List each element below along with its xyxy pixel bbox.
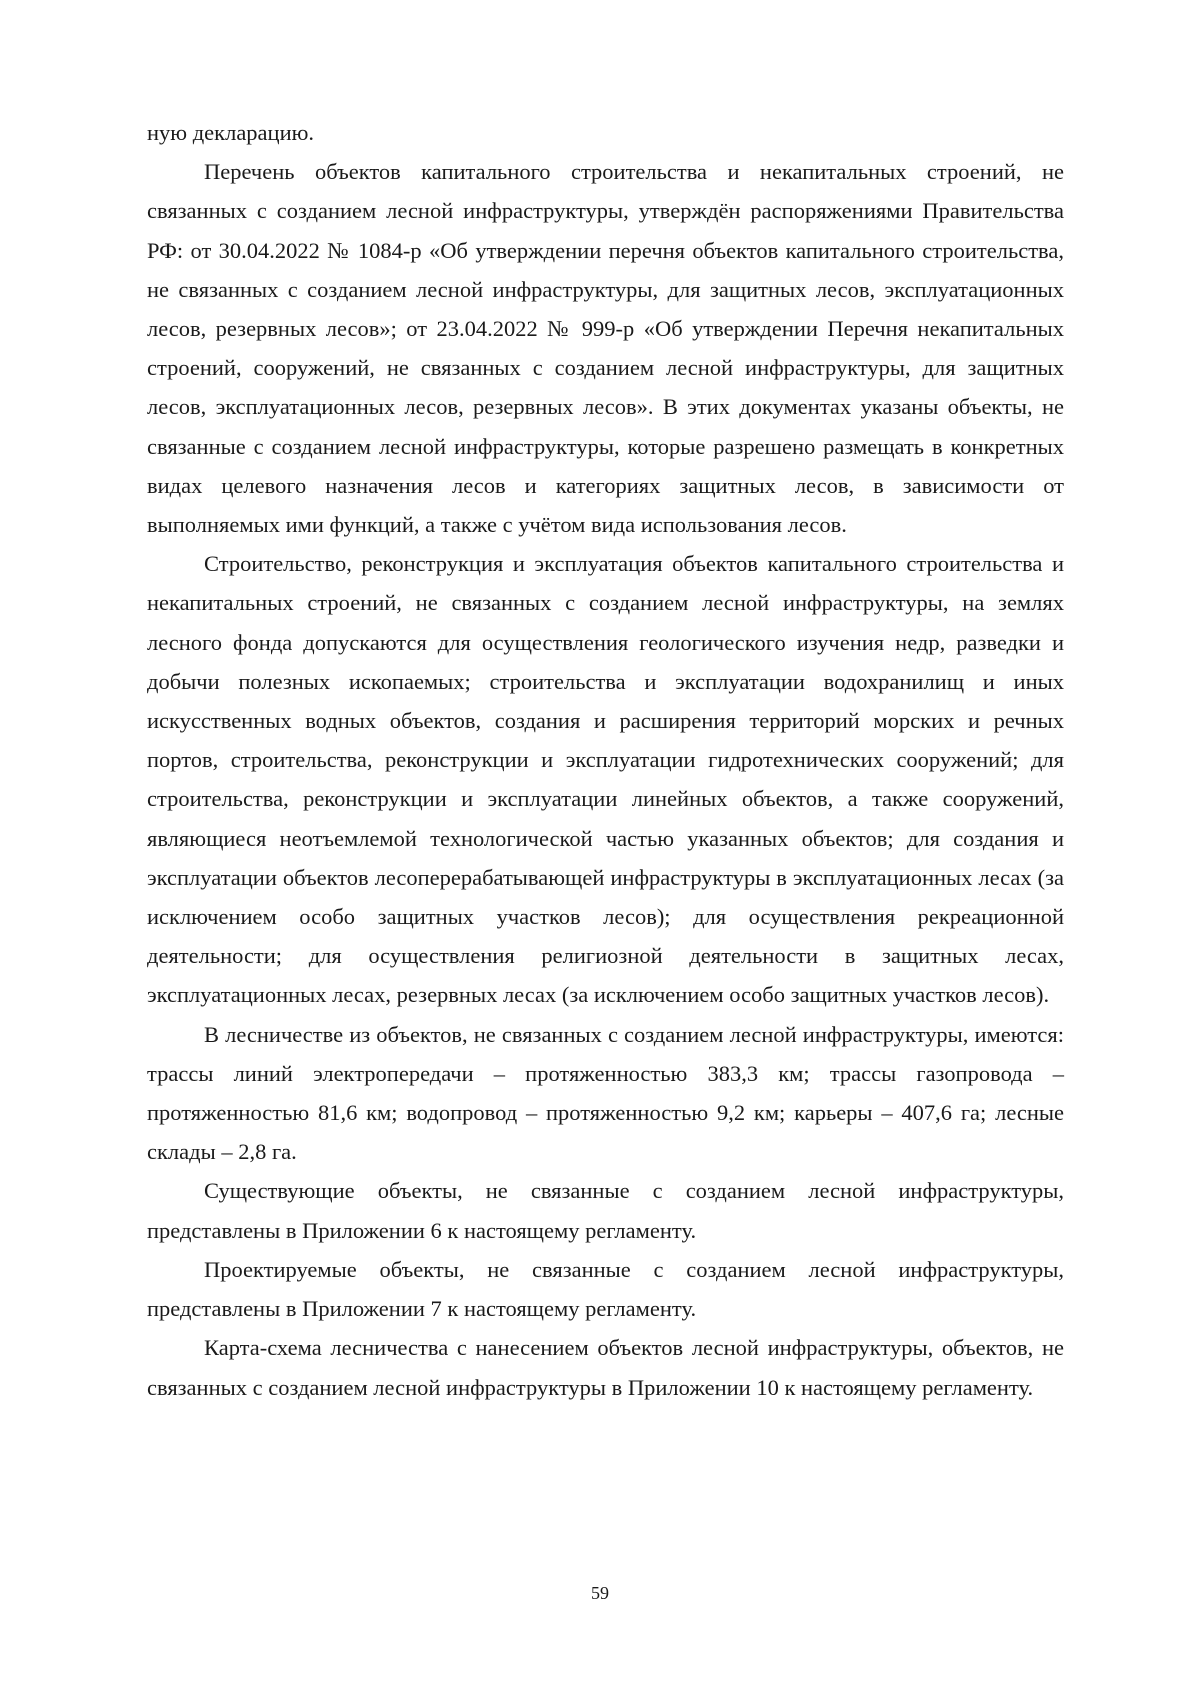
page-body: [147, 113, 1064, 1407]
paragraph-existing-objects-stats: В лесничестве из объектов, не связанных с созданием лесной инфраструктуры, имеются: трассы линий электропередачи – протяженностью 383,3 км; трассы газопровода – протяженностью 81,6 км; водопровод – протяженностью 9,2 км; карьеры – 407,6 га; лесные склады – 2,8 га.: [147, 1021, 1064, 1165]
paragraph-construction-rules: Строительство, реконструкция и эксплуатация объектов капитального строительства и некапитальных строений, не связанных с созданием лесной инфраструктуры, на землях лесного фонда допускаются для осуществления геологического изучения недр, разведки и добычи полезных ископаемых; строительства и эксплуатации водохранилищ и иных искусственных водных объектов, создания и расширения территорий морских и речных портов, строительства, реконструкции и эксплуатации гидротехнических сооружений; для строительства, реконструкции и эксплуатации линейных объектов, а также сооружений, являющиеся неотъемлемой технологической частью указанных объектов; для создания и эксплуатации объектов лесоперерабатывающей инфраструктуры в эксплуатационных лесах (за исключением особо защитных участков лесов); для осуществления рекреационной деятельности; для осуществления религиозной деятельности в защитных лесах, эксплуатационных лесах, резервных лесах (за исключением особо защитных участков лесов).: [147, 551, 1064, 1008]
paragraph-list-of-objects: Перечень объектов капитального строительства и некапитальных строений, не связанных с созданием лесной инфраструктуры, утверждён распоряжениями Правительства РФ: от 30.04.2022 № 1084-р «Об утверждении перечня объектов капитального строительства, не связанных с созданием лесной инфраструктуры, для защитных лесов, эксплуатационных лесов, резервных лесов»; от 23.04.2022 № 999-р «Об утверждении Перечня некапитальных строений, сооружений, не связанных с созданием лесной инфраструктуры, для защитных лесов, эксплуатационных лесов, резервных лесов». В этих документах указаны объекты, не связанные с созданием лесной инфраструктуры, которые разрешено размещать в конкретных видах целевого назначения лесов и категориях защитных лесов, в зависимости от выполняемых ими функций, а также с учётом вида использования лесов.: [147, 159, 1064, 538]
paragraph-planned-objects-appendix: Проектируемые объекты, не связанные с созданием лесной инфраструктуры, представлены в Приложении 7 к настоящему регламенту.: [147, 1256, 1064, 1322]
paragraph-existing-objects-appendix: Существующие объекты, не связанные с созданием лесной инфраструктуры, представлены в Приложении 6 к настоящему регламенту.: [147, 1178, 1064, 1243]
paragraph-map-appendix: Карта-схема лесничества с нанесением объектов лесной инфраструктуры, объектов, не связанных с созданием лесной инфраструктуры в Приложении 10 к настоящему регламенту.: [147, 1335, 1064, 1400]
page-number: 59: [591, 1583, 609, 1603]
paragraph-continuation: ную декларацию.: [147, 120, 315, 145]
